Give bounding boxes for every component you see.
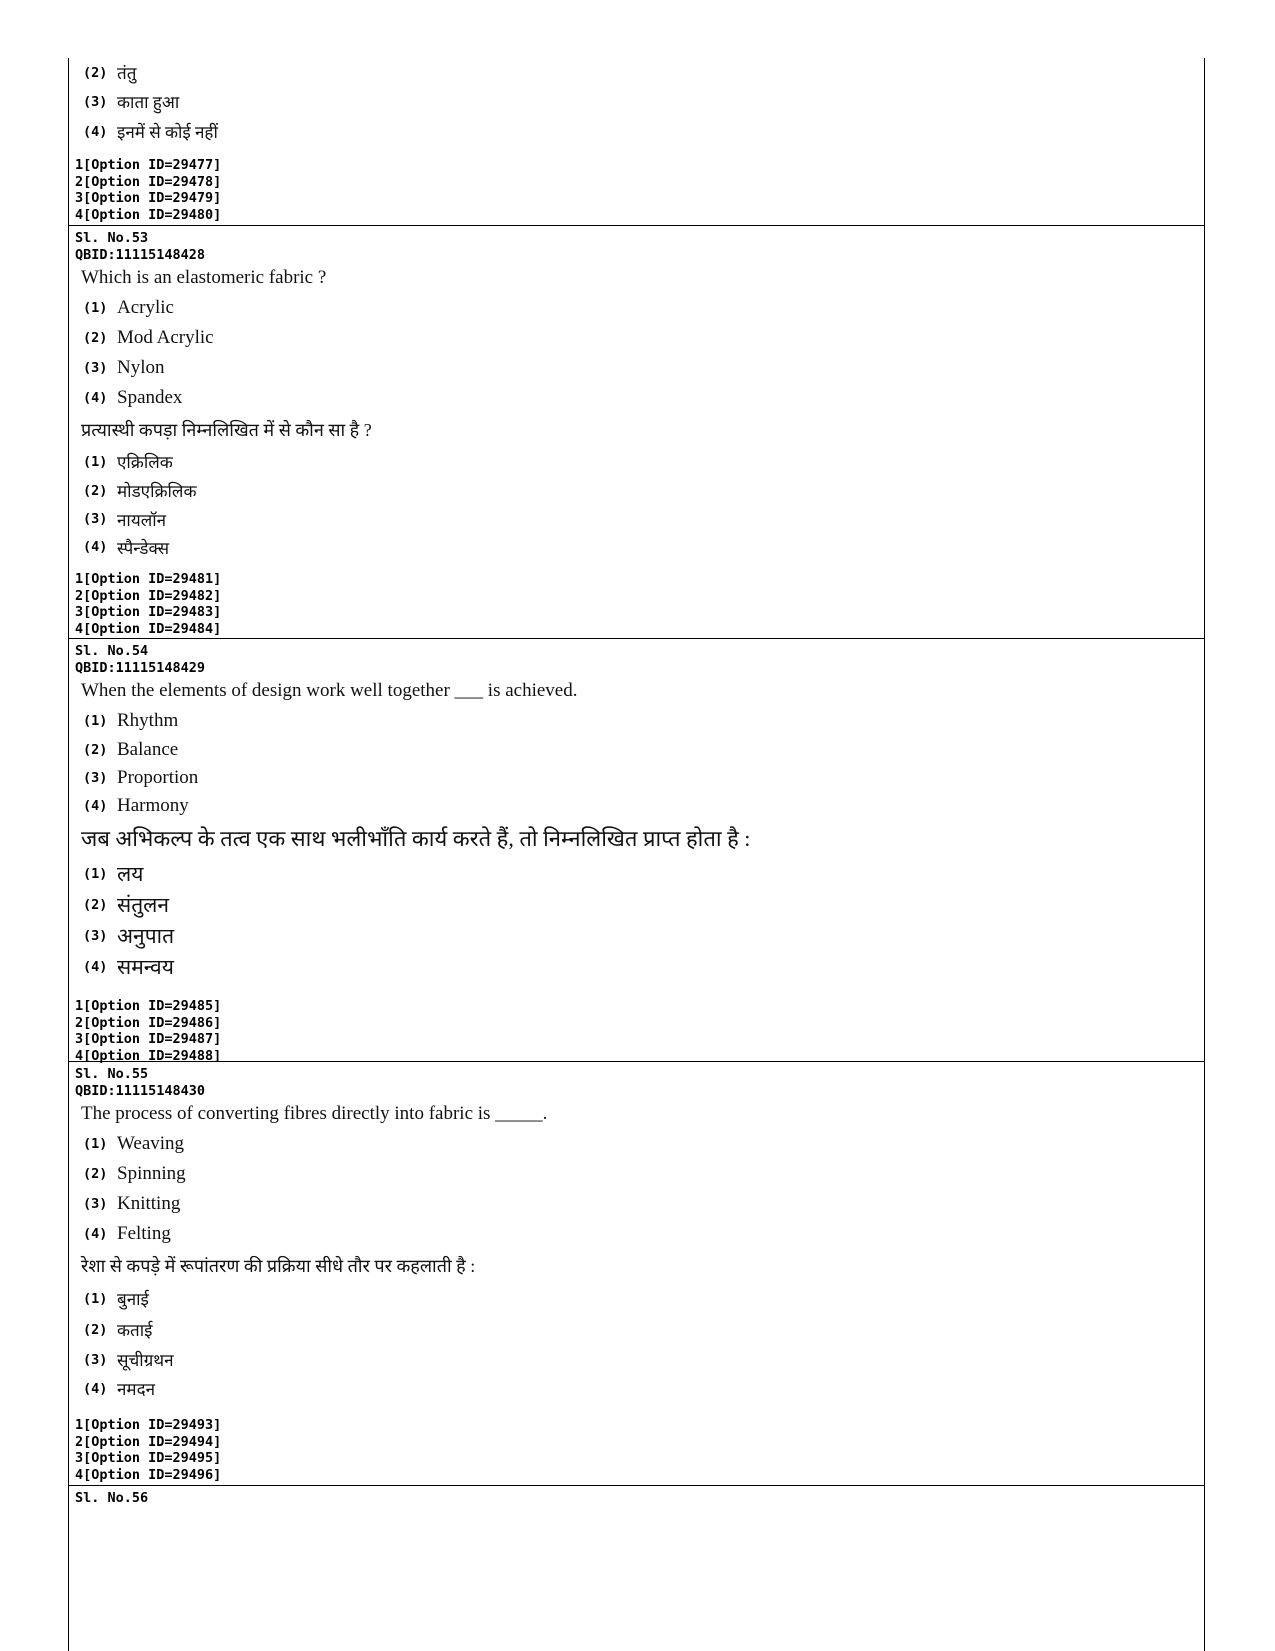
question-text-hi: जब अभिकल्प के तत्व एक साथ भलीभाँति कार्य करते हैं, तो निम्नलिखित प्राप्त होता है : [81, 826, 751, 851]
option-id: 3[Option ID=29479] [75, 190, 222, 206]
option-id: 3[Option ID=29487] [75, 1031, 222, 1047]
option-number: (2) [83, 1321, 108, 1338]
question-text-en: When the elements of design work well together ___ is achieved. [81, 680, 578, 701]
option-text: संतुलन [117, 892, 170, 917]
question-paper-page [68, 58, 1205, 1651]
question-text-hi: रेशा से कपड़े में रूपांतरण की प्रक्रिया सीधे तौर पर कहलाती है : [81, 1256, 476, 1276]
option-id: 4[Option ID=29488] [75, 1047, 222, 1064]
option-en [75, 293, 1204, 323]
option-hi [75, 87, 1204, 116]
option-hi [75, 920, 1204, 951]
option-text: नमदन [117, 1380, 156, 1399]
option-id: 1[Option ID=29493] [75, 1417, 222, 1433]
option-en [75, 1219, 1204, 1249]
option-number: (3) [83, 93, 108, 110]
option-id: 2[Option ID=29494] [75, 1433, 222, 1450]
option-number: (4) [83, 123, 108, 140]
option-text: स्पैन्डेक्स [117, 538, 170, 558]
option-hi [75, 951, 1204, 982]
option-number: (4) [83, 1380, 108, 1397]
option-text: बुनाई [117, 1290, 149, 1309]
option-number: (2) [83, 742, 108, 758]
option-text: तंतु [117, 64, 137, 83]
question-bank-id: QBID:11115148428 [75, 246, 206, 263]
option-en [75, 383, 1204, 413]
option-id: 3[Option ID=29483] [75, 604, 222, 620]
option-id-list [75, 998, 1204, 1064]
option-number: (2) [83, 896, 108, 913]
option-text: मोडएक्रिलिक [117, 482, 197, 501]
option-text: Rhythm [117, 710, 179, 731]
option-en [75, 764, 1204, 792]
serial-number: Sl. No.53 [75, 230, 149, 246]
option-id: 2[Option ID=29486] [75, 1014, 222, 1031]
option-number: (3) [83, 511, 108, 527]
option-hi [75, 1314, 1204, 1345]
option-text: समन्वय [117, 954, 174, 979]
option-en [75, 323, 1204, 353]
option-en [75, 706, 1204, 736]
question-text-hi: प्रत्यास्थी कपड़ा निम्नलिखित में से कौन सा है ? [81, 420, 372, 440]
option-en [75, 1159, 1204, 1189]
question-text-en: The process of converting fibres directly into fabric is _____. [81, 1103, 548, 1124]
option-hi [75, 858, 1204, 889]
option-id: 1[Option ID=29477] [75, 157, 222, 173]
option-id: 4[Option ID=29484] [75, 620, 222, 637]
option-en [75, 736, 1204, 764]
option-hi [75, 1283, 1204, 1314]
option-text: Harmony [117, 795, 189, 816]
question-bank-id: QBID:11115148429 [75, 659, 206, 676]
option-number: (4) [83, 798, 108, 814]
option-number: (3) [83, 770, 108, 786]
option-text: Weaving [117, 1133, 185, 1154]
option-number: (4) [83, 539, 108, 555]
option-hi [75, 533, 1204, 561]
option-text: एक्रिलिक [117, 453, 173, 472]
option-text: Knitting [117, 1193, 181, 1214]
option-text: Acrylic [117, 297, 174, 318]
option-text: Spinning [117, 1163, 186, 1184]
option-text: काता हुआ [117, 93, 180, 112]
option-hi [75, 476, 1204, 505]
option-number: (2) [83, 1166, 108, 1182]
option-id: 2[Option ID=29482] [75, 587, 222, 604]
option-number: (2) [83, 64, 108, 81]
option-hi [75, 447, 1204, 476]
option-hi [75, 505, 1204, 533]
option-en [75, 1129, 1204, 1159]
question-55 [69, 1062, 1204, 1486]
option-text: सूचीग्रथन [117, 1351, 174, 1370]
option-id-list [75, 571, 1204, 637]
question-53 [69, 226, 1204, 639]
option-number: (4) [83, 958, 108, 975]
option-text: Mod Acrylic [117, 327, 214, 348]
option-text: Spandex [117, 387, 183, 408]
option-text: लय [117, 861, 144, 886]
option-text: नायलॉन [117, 510, 167, 530]
option-text: कताई [117, 1321, 153, 1340]
option-id: 2[Option ID=29478] [75, 173, 222, 190]
option-number: (3) [83, 927, 108, 944]
option-number: (1) [83, 713, 108, 729]
option-text: Balance [117, 739, 179, 760]
option-number: (3) [83, 1196, 108, 1212]
option-en [75, 792, 1204, 820]
option-number: (1) [83, 300, 108, 316]
option-number: (4) [83, 390, 108, 406]
option-id-list [75, 1417, 1204, 1483]
question-continuation [69, 58, 1204, 226]
option-number: (2) [83, 330, 108, 346]
option-text: इनमें से कोई नहीं [117, 123, 218, 142]
option-en [75, 1189, 1204, 1219]
option-number: (3) [83, 1351, 108, 1368]
option-hi [75, 1374, 1204, 1403]
serial-number: Sl. No.54 [75, 643, 149, 659]
option-hi [75, 889, 1204, 920]
option-number: (1) [83, 1290, 108, 1307]
option-number: (1) [83, 453, 108, 470]
option-hi [75, 116, 1204, 147]
option-id: 1[Option ID=29485] [75, 998, 222, 1014]
option-number: (1) [83, 865, 108, 882]
question-bank-id: QBID:11115148430 [75, 1082, 206, 1099]
question-54 [69, 639, 1204, 1062]
option-hi [75, 58, 1204, 87]
option-text: Felting [117, 1223, 171, 1244]
option-text: Proportion [117, 767, 199, 788]
option-id: 1[Option ID=29481] [75, 571, 222, 587]
option-number: (3) [83, 360, 108, 376]
option-number: (1) [83, 1136, 108, 1152]
serial-number: Sl. No.56 [75, 1490, 149, 1506]
option-id: 3[Option ID=29495] [75, 1450, 222, 1466]
option-en [75, 353, 1204, 383]
option-hi [75, 1345, 1204, 1374]
option-text: Nylon [117, 357, 165, 378]
option-number: (2) [83, 482, 108, 499]
serial-number: Sl. No.55 [75, 1066, 149, 1082]
option-id: 4[Option ID=29496] [75, 1466, 222, 1483]
question-56 [69, 1486, 1204, 1507]
option-id: 4[Option ID=29480] [75, 206, 222, 223]
option-id-list [75, 157, 1204, 223]
option-number: (4) [83, 1226, 108, 1242]
option-text: अनुपात [117, 923, 175, 948]
question-text-en: Which is an elastomeric fabric ? [81, 267, 327, 288]
